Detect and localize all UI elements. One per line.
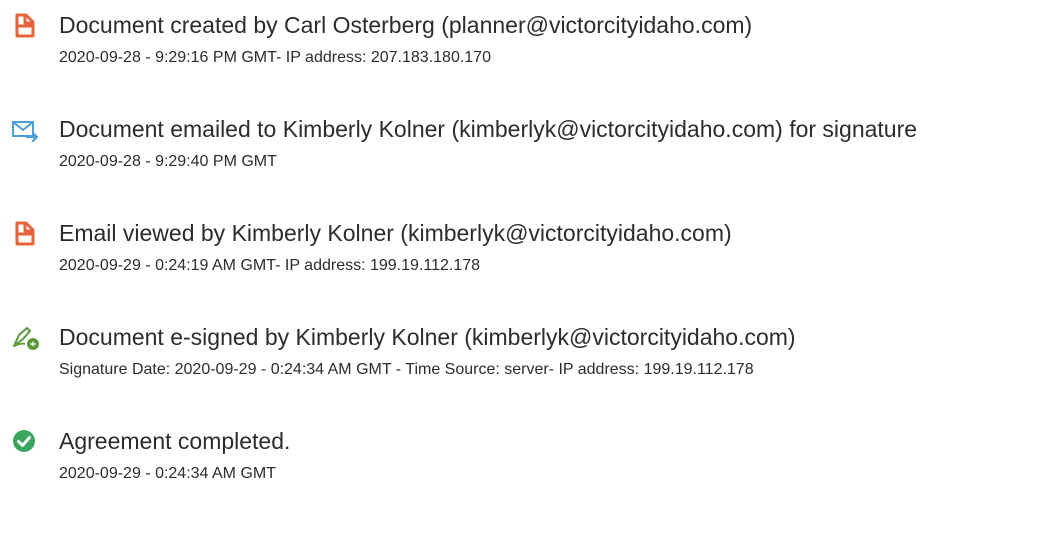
esign-pen-icon <box>10 322 40 352</box>
event-detail: 2020-09-28 - 9:29:16 PM GMT- IP address: 207.183.180.170 <box>59 49 491 66</box>
email-viewed-icon <box>10 218 40 248</box>
event-detail: 2020-09-29 - 0:24:34 AM GMT <box>59 465 276 482</box>
check-circle-icon <box>10 426 40 456</box>
event-title: Document emailed to Kimberly Kolner (kimberlyk@victorcityidaho.com) for signature <box>59 116 918 142</box>
event-detail: Signature Date: 2020-09-29 - 0:24:34 AM GMT - Time Source: server- IP address: 199.19.112.178 <box>59 361 754 378</box>
event-detail: 2020-09-29 - 0:24:19 AM GMT- IP address: 199.19.112.178 <box>59 257 481 274</box>
email-sent-icon <box>10 114 40 144</box>
event-title: Document created by Carl Osterberg (planner@victorcityidaho.com) <box>59 12 753 38</box>
event-detail: 2020-09-28 - 9:29:40 PM GMT <box>59 153 277 170</box>
event-title: Email viewed by Kimberly Kolner (kimberlyk@victorcityidaho.com) <box>59 220 732 246</box>
document-created-icon <box>10 10 40 40</box>
event-title: Document e-signed by Kimberly Kolner (kimberlyk@victorcityidaho.com) <box>59 324 796 350</box>
event-title: Agreement completed. <box>59 428 291 454</box>
